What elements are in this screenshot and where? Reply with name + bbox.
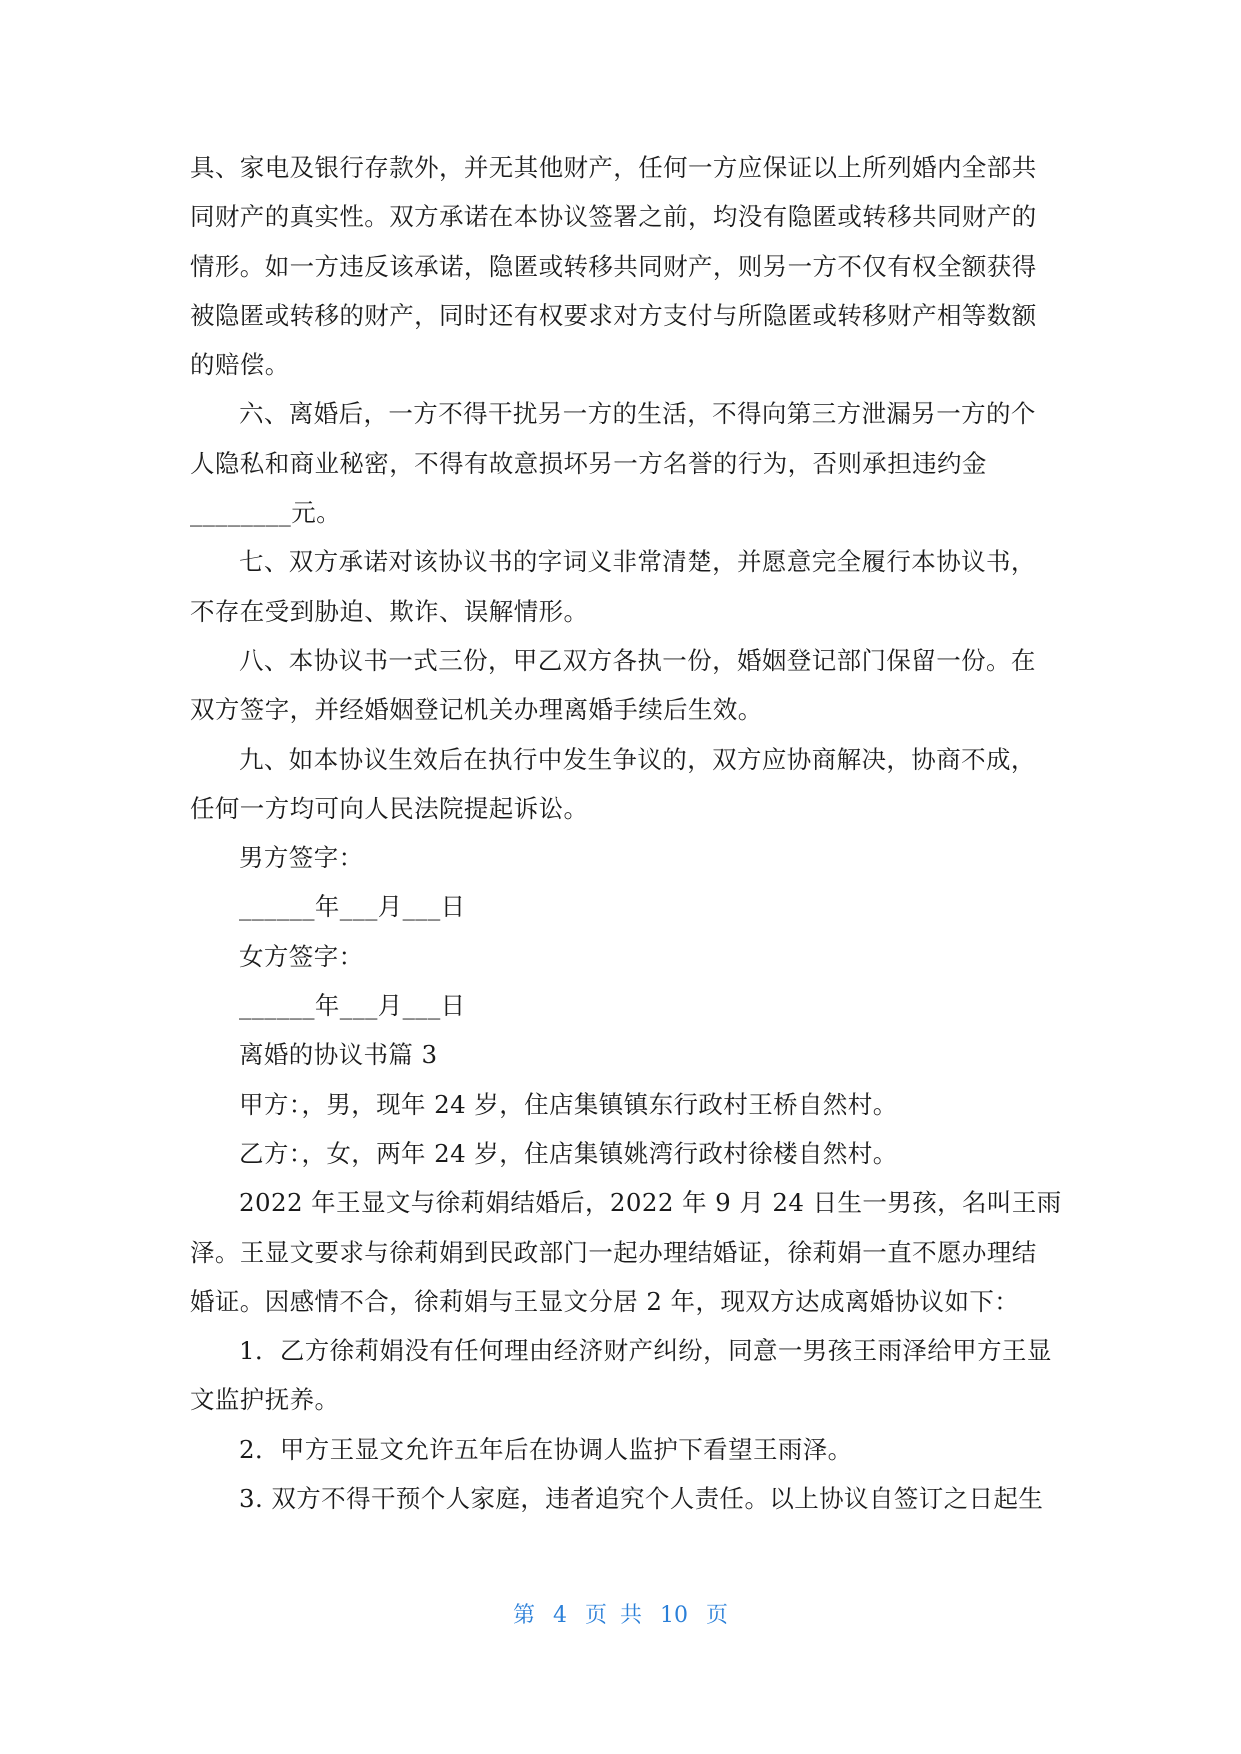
text-line: ______年___月___日 xyxy=(239,991,466,1021)
text-line: ______年___月___日 xyxy=(239,892,466,922)
text-line: 男方签字： xyxy=(239,843,364,873)
text-line: 人隐私和商业秘密，不得有故意损坏另一方名誉的行为，否则承担违约金 xyxy=(190,448,987,478)
footer-suffix: 页 xyxy=(706,1603,729,1628)
text-line: 3. 双方不得干预个人家庭，违者追究个人责任。以上协议自签订之日起生 xyxy=(239,1484,1044,1514)
text-line: 情形。如一方违反该承诺，隐匿或转移共同财产，则另一方不仅有权全额获得 xyxy=(190,251,1037,281)
text-line: 具、家电及银行存款外，并无其他财产，任何一方应保证以上所列婚内全部共 xyxy=(190,153,1037,182)
page-footer xyxy=(0,1598,1241,1629)
document-body xyxy=(190,143,1062,1523)
text-line: ________元。 xyxy=(190,498,341,528)
text-line: 女方签字： xyxy=(239,941,364,971)
text-line: 甲方：，男，现年 24 岁，住店集镇镇东行政村王桥自然村。 xyxy=(239,1089,898,1119)
text-line: 九、如本协议生效后在执行中发生争议的，双方应协商解决，协商不成， xyxy=(239,744,1036,774)
text-line: 2022 年王显文与徐莉娟结婚后，2022 年 9 月 24 日生一男孩，名叫王雨 xyxy=(239,1188,1062,1218)
text-line: 文监护抚养。 xyxy=(190,1385,340,1415)
text-line: 的赔偿。 xyxy=(190,350,290,380)
text-line: 八、本协议书一式三份，甲乙双方各执一份，婚姻登记部门保留一份。在 xyxy=(239,645,1036,675)
footer-middle: 页 共 xyxy=(585,1603,642,1628)
text-line: 婚证。因感情不合，徐莉娟与王显文分居 2 年，现双方达成离婚协议如下： xyxy=(190,1286,1020,1316)
text-line: 乙方：，女，两年 24 岁，住店集镇姚湾行政村徐楼自然村。 xyxy=(239,1138,898,1168)
text-line: 同财产的真实性。双方承诺在本协议签署之前，均没有隐匿或转移共同财产的 xyxy=(190,202,1037,232)
text-line: 六、离婚后，一方不得干扰另一方的生活，不得向第三方泄漏另一方的个 xyxy=(239,399,1036,429)
footer-current-page: 4 xyxy=(553,1603,567,1628)
text-line: 双方签字，并经婚姻登记机关办理离婚手续后生效。 xyxy=(190,695,763,725)
text-line: 被隐匿或转移的财产，同时还有权要求对方支付与所隐匿或转移财产相等数额 xyxy=(190,300,1037,330)
text-line: 1．乙方徐莉娟没有任何理由经济财产纠纷，同意一男孩王雨泽给甲方王显 xyxy=(239,1336,1052,1366)
footer-total-pages: 10 xyxy=(660,1603,688,1628)
text-line: 任何一方均可向人民法院提起诉讼。 xyxy=(190,793,589,823)
text-line: 泽。王显文要求与徐莉娟到民政部门一起办理结婚证，徐莉娟一直不愿办理结 xyxy=(190,1237,1037,1267)
text-line: 2．甲方王显文允许五年后在协调人监护下看望王雨泽。 xyxy=(239,1434,853,1464)
text-line: 七、双方承诺对该协议书的字词义非常清楚，并愿意完全履行本协议书， xyxy=(239,547,1036,577)
text-line: 离婚的协议书篇 3 xyxy=(239,1040,438,1070)
text-line: 不存在受到胁迫、欺诈、误解情形。 xyxy=(190,596,589,626)
footer-prefix: 第 xyxy=(512,1603,535,1628)
